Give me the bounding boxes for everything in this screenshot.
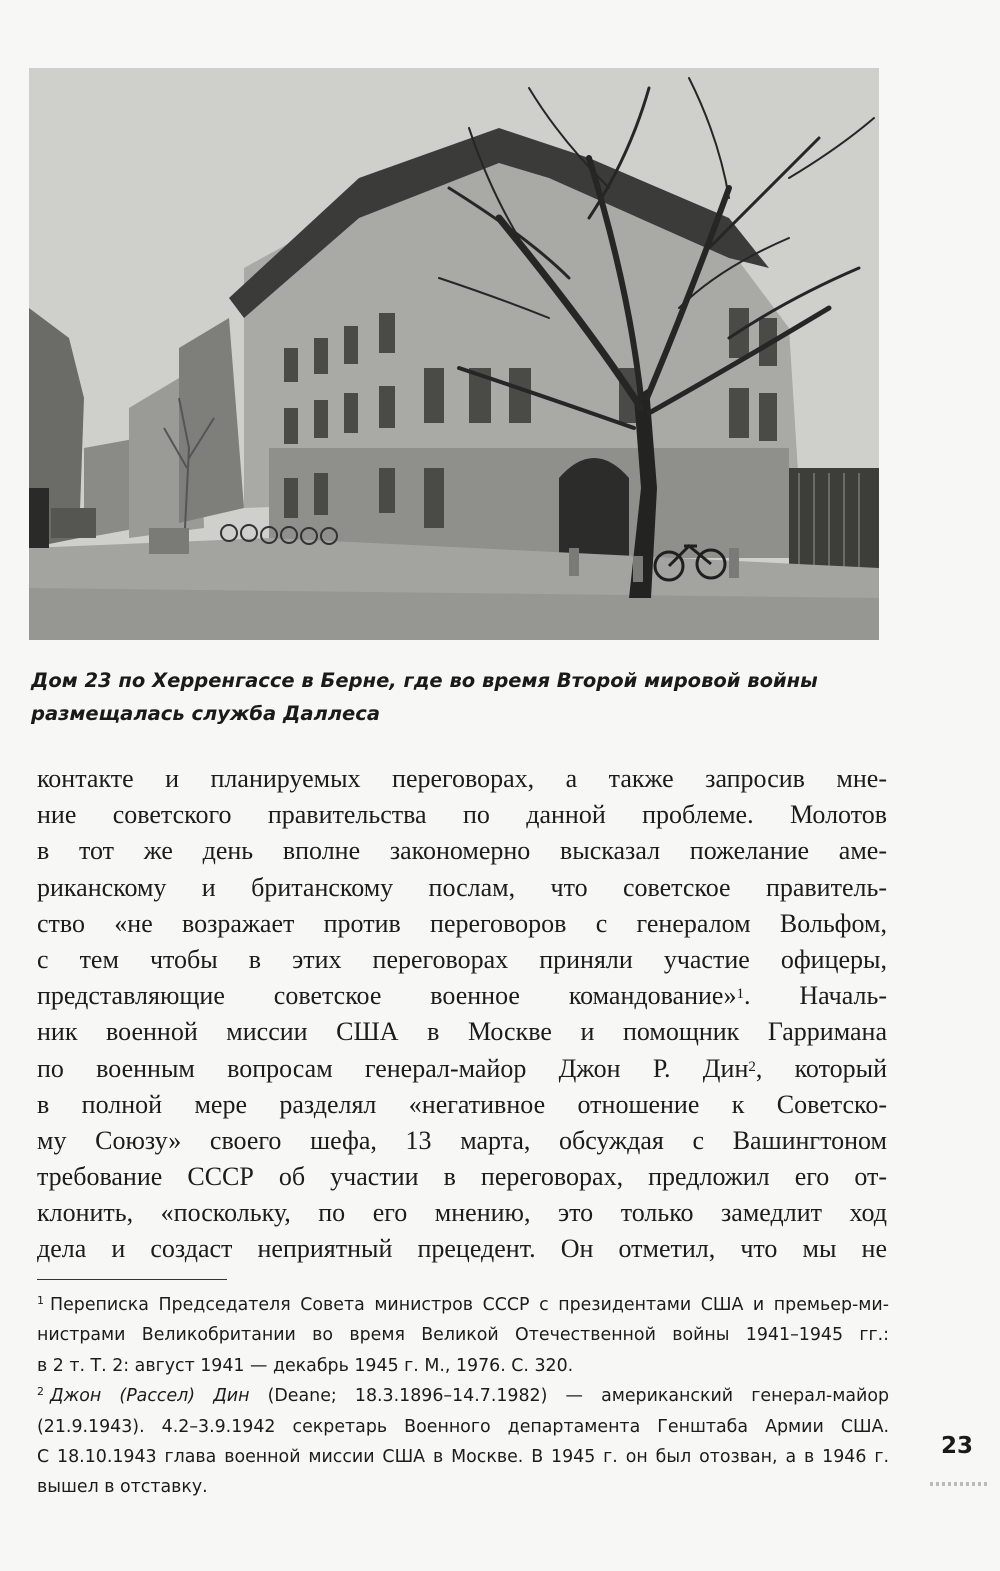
footnote-1-line: в 2 т. Т. 2: август 1941 — декабрь 1945 г. М., 1976. С. 320. bbox=[37, 1355, 574, 1376]
caption-line: Дом 23 по Херренгассе в Берне, где во время Второй мировой войны bbox=[31, 669, 818, 692]
text-segment: . Началь- bbox=[743, 981, 887, 1011]
text-line: с тем чтобы в этих переговорах приняли участие офицеры, bbox=[37, 944, 887, 974]
text-segment: , который bbox=[755, 1053, 887, 1083]
footnote-number: 2 bbox=[37, 1385, 44, 1399]
caption-line: размещалась служба Даллеса bbox=[31, 702, 381, 725]
main-text bbox=[37, 761, 887, 1268]
footnotes bbox=[37, 1290, 889, 1503]
text-line bbox=[37, 1051, 887, 1087]
text-line: ство «не возражает против переговоров с генералом Вольфом, bbox=[37, 908, 887, 938]
text-line bbox=[37, 978, 887, 1014]
text-line: ние советского правительства по данной проблеме. Молотов bbox=[37, 800, 887, 830]
footnote-2-line: вышел в отставку. bbox=[37, 1477, 208, 1498]
footnote-1-line: нистрами Великобритании во время Великой Отечественной войны 1941–1945 гг.: bbox=[37, 1325, 889, 1346]
text-line: контакте и планируемых переговорах, а также запросив мне- bbox=[37, 764, 887, 793]
page-number: 23 bbox=[941, 1433, 974, 1459]
footnote-text: (Deane; 18.3.1896–14.7.1982) — американский генерал-майор bbox=[249, 1386, 890, 1407]
text-line: ник военной миссии США в Москве и помощник Гарримана bbox=[37, 1017, 887, 1047]
footnote-2-line: С 18.10.1943 глава военной миссии США в Москве. В 1945 г. он был отозван, а в 1946 г. bbox=[37, 1446, 889, 1467]
text-line: риканскому и британскому послам, что советское правитель- bbox=[37, 872, 887, 902]
text-line: в полной мере разделял «негативное отношение к Советско- bbox=[37, 1089, 887, 1119]
footnote-number: 1 bbox=[37, 1294, 44, 1307]
footnote-2-line: (21.9.1943). 4.2–3.9.1942 секретарь Военного департамента Генштаба Армии США. bbox=[37, 1416, 889, 1437]
text-segment: по военным вопросам генерал-майор Джон Р. Дин bbox=[37, 1053, 749, 1083]
text-line: дела и создаст неприятный прецедент. Он отметил, что мы не bbox=[37, 1234, 887, 1264]
text-line: в тот же день вполне закономерно высказал пожелание аме- bbox=[37, 836, 887, 866]
footnote-person-name: Джон (Рассел) Дин bbox=[50, 1386, 250, 1407]
photo-caption bbox=[31, 664, 891, 730]
text-line: требование СССР об участии в переговорах, предложил его от- bbox=[37, 1162, 887, 1192]
footnote-2-line bbox=[37, 1381, 889, 1411]
footnote-ref-2: 2 bbox=[748, 1058, 756, 1075]
page-edge-mark bbox=[930, 1482, 990, 1486]
footnote-1-line bbox=[37, 1290, 889, 1320]
text-line: клонить, «поскольку, по его мнению, это только замедлит ход bbox=[37, 1198, 887, 1228]
text-line: му Союзу» своего шефа, 13 марта, обсуждая с Вашингтоном bbox=[37, 1125, 887, 1155]
footnote-text: Переписка Председателя Совета министров СССР с президентами США и премьер-ми- bbox=[50, 1295, 889, 1315]
footnote-divider bbox=[37, 1279, 227, 1280]
building-photo bbox=[29, 68, 879, 640]
footnote-ref-1: 1 bbox=[736, 986, 744, 1003]
text-segment: представляющие советское военное командование» bbox=[37, 981, 737, 1011]
